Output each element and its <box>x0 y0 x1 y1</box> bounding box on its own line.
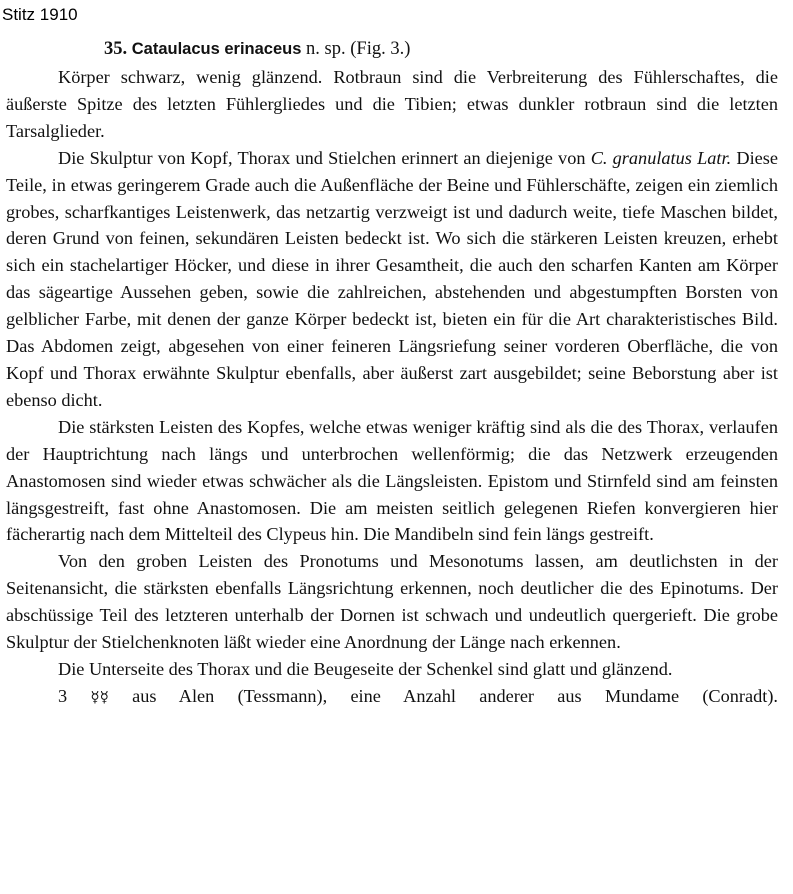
paragraph-head-ridges: Die stärksten Leisten des Kopfes, welche etwas weniger kräftig sind als die des Thorax, verlaufen der Hauptrichtung nach längs und unterbrochen wellenförmig; die das Netzwerk erzeugenden Anastomosen sind wieder etwas schwächer als die Längsleisten. Epistom und Stirnfeld sind am feinsten längsgestreift, fast ohne Anastomosen. Die am meisten seitlich gelegenen Riefen konvergieren hier fächerartig nach dem Mittelteil des Clypeus hin. Die Mandibeln sind fein längs gestreift. <box>6 416 778 545</box>
paragraph-thorax-ridges: Von den groben Leisten des Pronotums und Mesonotums lassen, am deutlichsten in der Seitenansicht, die stärksten ebenfalls Längsrichtung erkennen, noch deutlicher die des Epinotums. Der abschüssige Teil des letzteren unterhalb der Dornen ist schwach und undeutlich quergerieft. Die grobe Skulptur der Stielchenknoten läßt wieder eine Anordnung der Länge nach erkennen. <box>6 551 778 653</box>
specimen-count: 3 <box>58 685 68 706</box>
figure-reference: (Fig. 3.) <box>350 39 411 59</box>
paragraph-specimens <box>6 683 778 711</box>
paragraph-coloration: Körper schwarz, wenig glänzend. Rotbraun sind die Verbreiterung des Fühlerschaftes, die äußerste Spitze des letzten Fühlergliedes und die Tibien; etwas dunkler rotbraun sind die letzten Tarsalglieder. <box>6 67 778 141</box>
species-name: Cataulacus erinaceus <box>131 40 302 58</box>
species-number: 35. <box>104 39 128 59</box>
sculpture-text-start: Die Skulptur von Kopf, Thorax und Stielchen erinnert an diejenige von <box>58 147 591 168</box>
paragraph-sculpture <box>6 145 778 414</box>
species-status: n. sp. <box>306 39 346 59</box>
paragraph-underside: Die Unterseite des Thorax und die Beugeseite der Schenkel sind glatt und glänzend. <box>58 658 673 679</box>
description-body <box>6 64 778 711</box>
sculpture-text-rest: Diese Teile, in etwas geringerem Grade auch die Außenfläche der Beine und Fühlerschäfte, zeigen ein ziemlich grobes, scharfkantiges Leistenwerk, das netzartig verzweigt ist und dadurch weite, tiefe Maschen bildet, deren Grund von feinen, sekundären Leisten bedeckt ist. Wo sich die stärkeren Leisten kreuzen, erhebt sich ein stachelartiger Höcker, und diese in ihrer Gesamtheit, die auch den scharfen Kanten am Körper das sägeartige Aussehen geben, sowie die zahlreichen, abstehenden und abgestumpften Borsten von gelblicher Farbe, mit denen der ganze Körper bedeckt ist, bieten ein für die Art charakteristisches Bild. Das Abdomen zeigt, abgesehen von einer feineren Längsriefung seiner vorderen Oberfläche, die von Kopf und Thorax erwähnte Skulptur ebenfalls, aber äußerst zart ausgebildet; seine Beborstung aber ist ebenso dicht. <box>6 147 778 410</box>
species-heading <box>104 38 410 60</box>
source-label: Stitz 1910 <box>2 5 78 24</box>
worker-symbol-icon: ☿☿ <box>90 687 109 706</box>
specimen-localities: aus Alen (Tessmann), eine Anzahl anderer aus Mundame (Conradt). <box>108 685 778 706</box>
compared-species: C. granulatus Latr. <box>590 147 732 168</box>
